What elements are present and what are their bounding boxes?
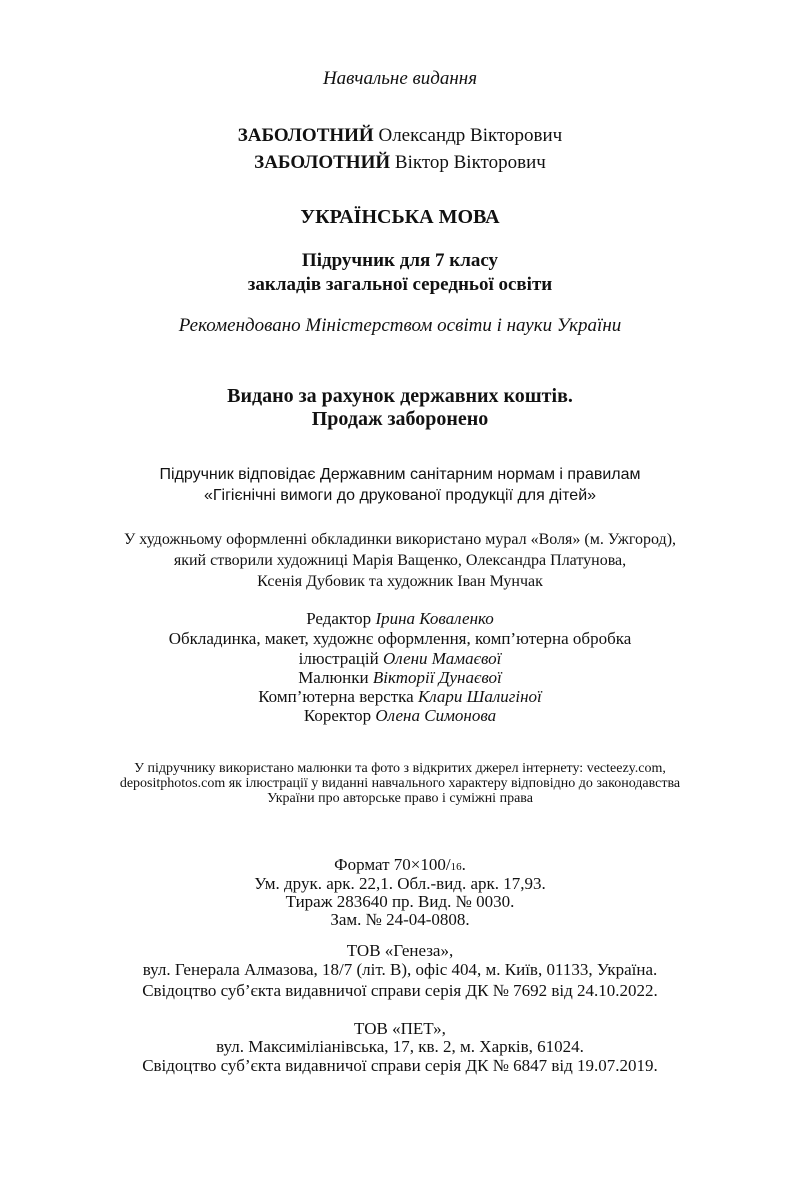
print-format-suffix: . [461, 855, 466, 874]
printer-address: вул. Максиміліанівська, 17, кв. 2, м. Харків, 61024. [216, 1037, 584, 1056]
book-title: УКРАЇНСЬКА МОВА [300, 206, 500, 228]
credit-editor-role: Редактор [306, 609, 372, 628]
credit-proofreader [0, 706, 800, 726]
author-1 [0, 125, 800, 147]
print-order: Зам. № 24-04-0808. [330, 910, 470, 929]
cover-design-line-1: У художньому оформленні обкладинки використано мурал «Воля» (м. Ужгород), [123, 531, 677, 548]
author-2-surname: ЗАБОЛОТНИЙ [254, 152, 391, 173]
credit-drawings [0, 668, 800, 688]
sale-prohibited-notice: Продаж заборонено [311, 408, 489, 430]
cover-design-line-3: Ксенія Дубовик та художник Іван Мунчак [257, 573, 543, 590]
printer-certificate: Свідоцтво суб’єкта видавничої справи серія ДК № 6847 від 19.07.2019. [142, 1056, 658, 1075]
book-subtitle-1: Підручник для 7 класу [301, 250, 499, 271]
sanitary-line-1: Підручник відповідає Державним санітарним нормам і правилам [159, 466, 641, 483]
credit-proofreader-role: Коректор [303, 706, 372, 725]
credit-editor-name: Ірина Коваленко [375, 609, 494, 628]
print-sheets: Ум. друк. арк. 22,1. Обл.-вид. арк. 17,93. [254, 874, 546, 893]
author-1-given-name: Олександр Вікторович [378, 125, 563, 146]
credit-layout-role: Комп’ютерна верстка [258, 687, 414, 706]
images-note-line-2: depositphotos.com як ілюстрації у виданні навчального характеру відповідно до законодавства [119, 776, 681, 791]
print-format [0, 855, 800, 875]
funding-notice: Видано за рахунок державних коштів. [227, 385, 573, 407]
book-subtitle-2: закладів загальної середньої освіти [247, 274, 553, 295]
print-circulation: Тираж 283640 пр. Вид. № 0030. [285, 892, 515, 911]
credit-cover-role-1: Обкладинка, макет, художнє оформлення, комп’ютерна обробка [168, 629, 632, 648]
print-format-fraction: 16 [450, 861, 462, 873]
credit-drawings-name: Вікторії Дунаєвої [372, 668, 502, 687]
images-note-line-3: України про авторське право і суміжні права [267, 791, 533, 806]
author-2 [0, 152, 800, 174]
publisher-address: вул. Генерала Алмазова, 18/7 (літ. В), офіс 404, м. Київ, 01133, Україна. [142, 960, 658, 979]
credit-proofreader-name: Олена Симонова [375, 706, 497, 725]
credit-cover [0, 649, 800, 669]
credit-editor [0, 609, 800, 629]
credit-layout [0, 687, 800, 707]
publisher-certificate: Свідоцтво суб’єкта видавничої справи серія ДК № 7692 від 24.10.2022. [142, 981, 658, 1000]
author-1-surname: ЗАБОЛОТНИЙ [237, 125, 374, 146]
publisher-name: ТОВ «Генеза», [346, 941, 454, 960]
recommendation: Рекомендовано Міністерством освіти і науки України [178, 315, 622, 336]
print-format-prefix: Формат 70×100/ [334, 855, 451, 874]
credit-cover-name: Олени Мамаєвої [382, 649, 502, 668]
printer-name: ТОВ «ПЕТ», [354, 1019, 446, 1038]
author-2-given-name: Віктор Вікторович [394, 152, 546, 173]
credit-cover-role-2: ілюстрацій [298, 649, 379, 668]
credit-layout-name: Клари Шалигіної [417, 687, 542, 706]
sanitary-line-2: «Гігієнічні вимоги до друкованої продукції для дітей» [203, 487, 597, 504]
edition-type: Навчальне видання [322, 68, 478, 89]
credit-drawings-role: Малюнки [298, 668, 369, 687]
cover-design-line-2: який створили художниці Марія Ващенко, Олександра Платунова, [173, 552, 627, 569]
images-note-line-1: У підручнику використано малюнки та фото з відкритих джерел інтернету: vecteezy.com, [134, 761, 666, 776]
